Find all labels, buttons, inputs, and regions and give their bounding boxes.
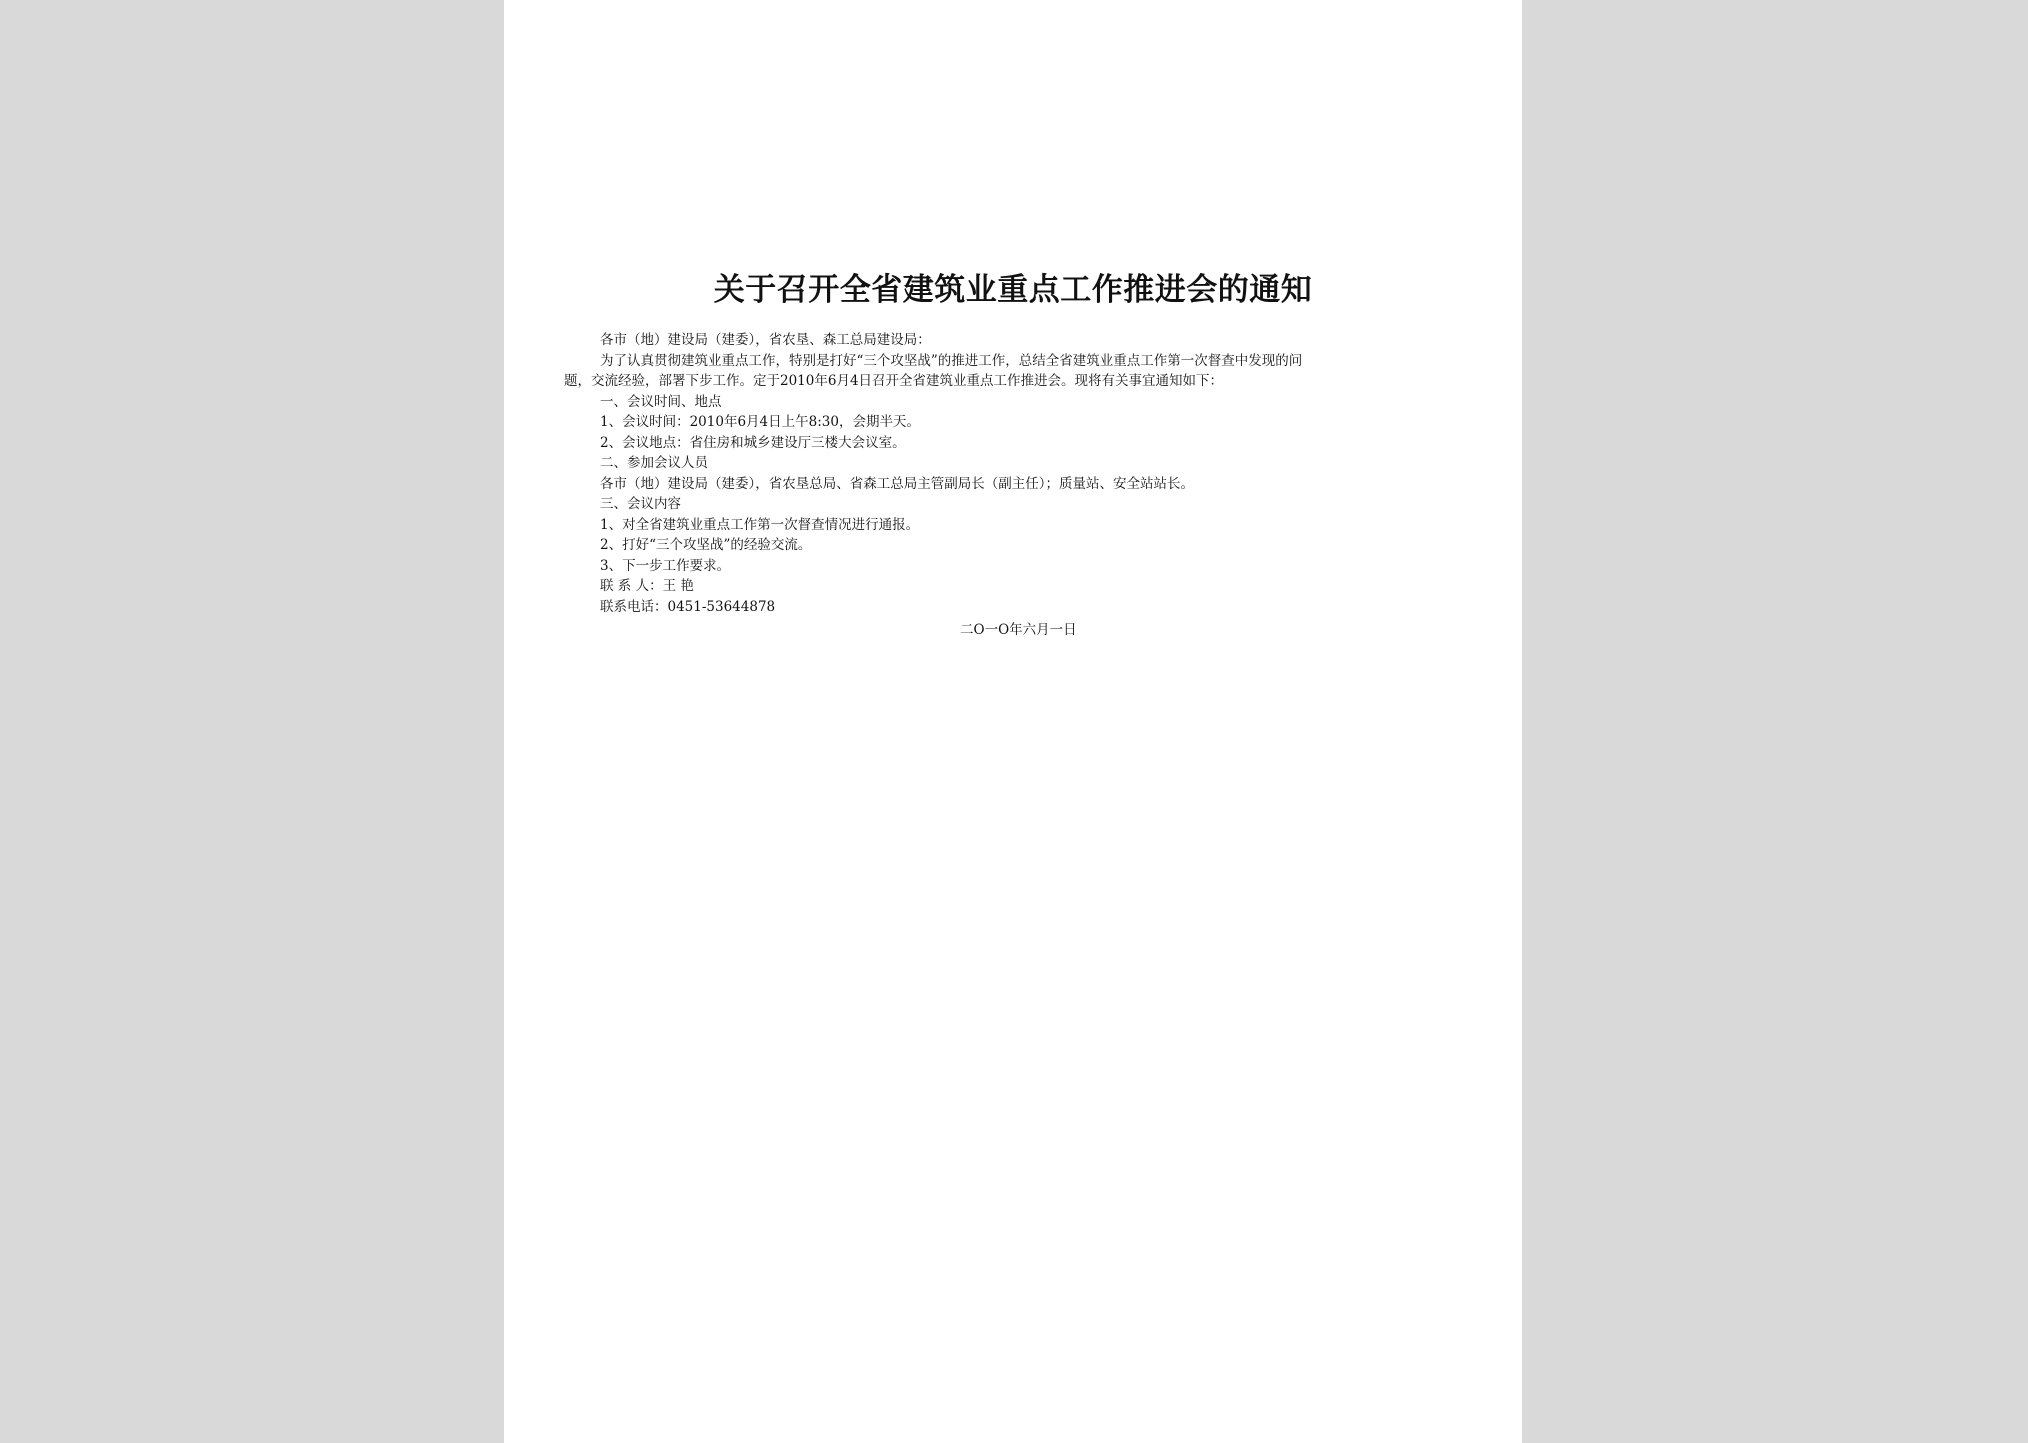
section-1-heading: 一、会议时间、地点 [600,393,722,410]
document-date: 二O一O年六月一日 [960,622,1077,638]
section-1-item-2: 2、会议地点：省住房和城乡建设厅三楼大会议室。 [600,434,906,451]
intro-paragraph-line-2: 题，交流经验，部署下步工作。定于2010年6月4日召开全省建筑业重点工作推进会。现将有关事宜通知如下： [564,373,1224,389]
contact-phone: 联系电话：0451-53644878 [600,598,776,615]
section-2-text: 各市（地）建设局（建委），省农垦总局、省森工总局主管副局长（副主任）；质量站、安全站站长。 [600,475,1194,492]
document-body [564,330,1464,617]
section-1-item-1: 1、会议时间：2010年6月4日上午8:30，会期半天。 [600,414,920,430]
document-page [504,0,1522,1443]
section-3-heading: 三、会议内容 [600,496,681,512]
section-3-item-3: 3、下一步工作要求。 [600,557,731,574]
section-3-item-2: 2、打好“三个攻坚战”的经验交流。 [600,537,812,553]
intro-paragraph-line-1: 为了认真贯彻建筑业重点工作，特别是打好“三个攻坚战”的推进工作，总结全省建筑业重点工作第一次督查中发现的问 [600,352,1303,369]
salutation: 各市（地）建设局（建委），省农垦、森工总局建设局： [600,332,931,348]
section-3-item-1: 1、对全省建筑业重点工作第一次督查情况进行通报。 [600,516,920,533]
section-2-heading: 二、参加会议人员 [600,455,708,471]
document-title: 关于召开全省建筑业重点工作推进会的通知 [713,272,1313,308]
contact-person: 联 系 人：王 艳 [600,578,694,594]
